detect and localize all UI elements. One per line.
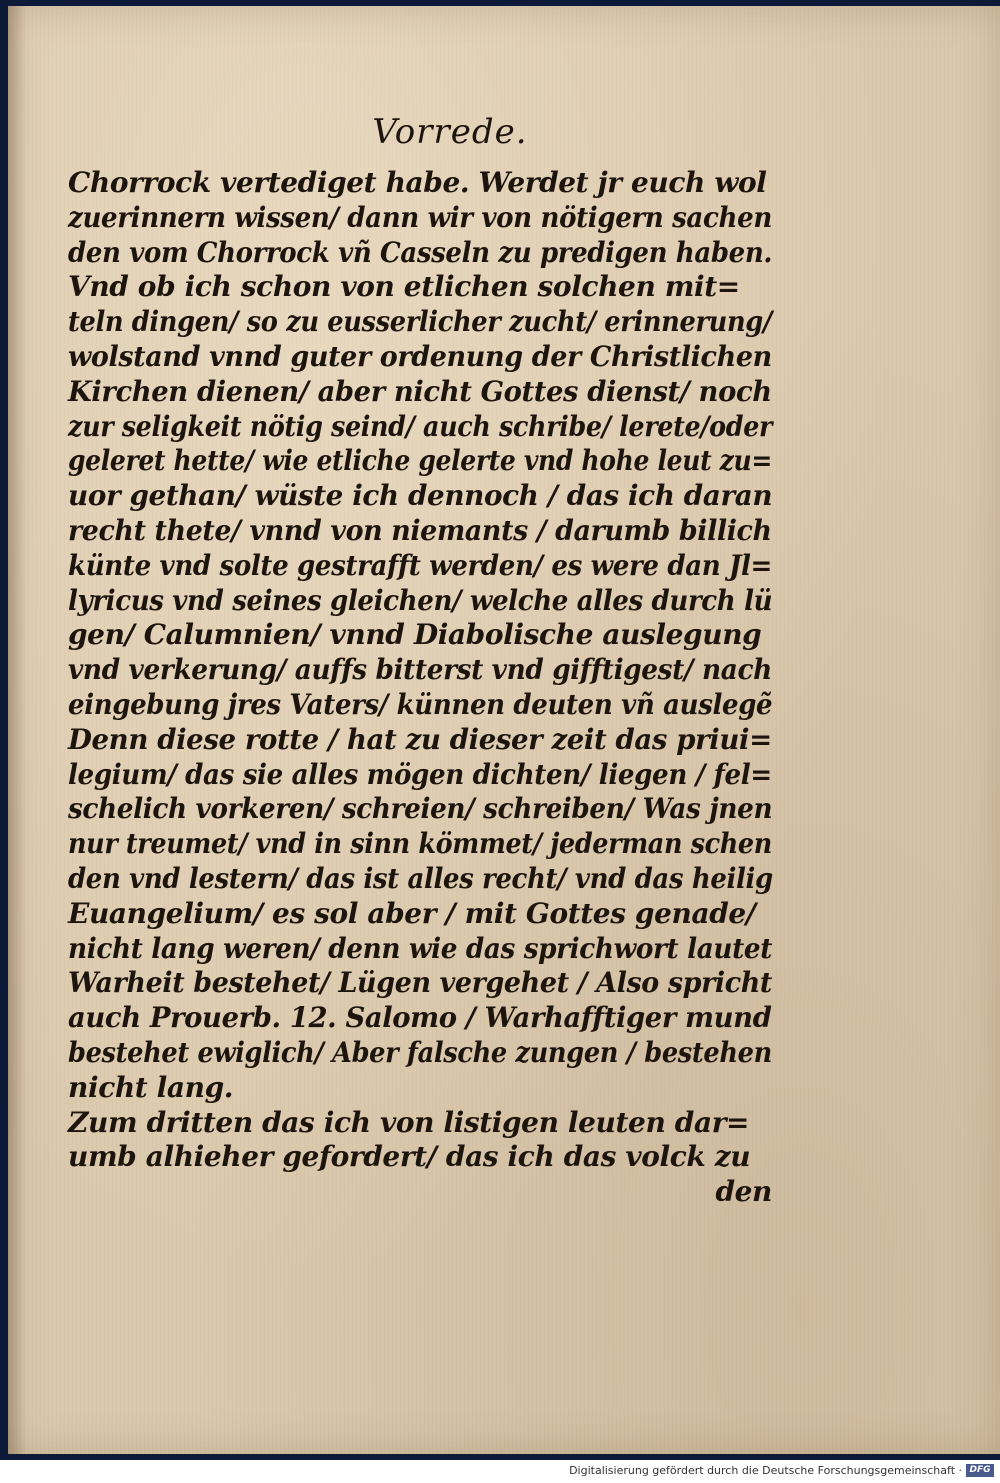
text-line: umb alhieher gefordert/ das ich das volck zu (68, 1140, 751, 1173)
text-line: den vom Chorrock vñ Casseln zu predigen haben. (68, 236, 773, 269)
text-line: Euangelium/ es sol aber / mit Gottes genade/ (68, 897, 756, 930)
text-line: lyricus vnd seines gleichen/ welche alles durch lü (68, 584, 773, 617)
text-line: Denn diese rotte / hat zu dieser zeit das priui= (68, 723, 772, 756)
text-line: legium/ das sie alles mögen dichten/ liegen / fel= (68, 758, 772, 791)
text-line: Kirchen dienen/ aber nicht Gottes dienst/ noch (68, 375, 772, 408)
text-line: auch Prouerb. 12. Salomo / Warhafftiger mund (68, 1001, 772, 1034)
text-line: nur treumet/ vnd in sinn kömmet/ jederman schen (68, 827, 772, 860)
text-line: schelich vorkeren/ schreien/ schreiben/ Was jnen (68, 792, 773, 825)
text-line: den vnd lestern/ das ist alles recht/ vnd das heilig (68, 862, 773, 895)
footer-credit: Digitalisierung gefördert durch die Deutsche Forschungsgemeinschaft · (569, 1464, 962, 1477)
text-line: bestehet ewiglich/ Aber falsche zungen / bestehen (68, 1036, 772, 1069)
catchword: den (715, 1175, 772, 1208)
text-line: recht thete/ vnnd von niemants / darumb billich (68, 514, 772, 547)
footer-bar (0, 1460, 1000, 1483)
text-line: eingebung jres Vaters/ künnen deuten vñ auslegẽ (68, 688, 773, 721)
text-line: vnd verkerung/ auffs bitterst vnd gifftigest/ nach (68, 653, 772, 686)
running-head: Vorrede. (372, 112, 528, 152)
body-text (68, 166, 788, 1208)
text-line: Warheit bestehet/ Lügen vergehet / Also spricht (68, 966, 773, 999)
dfg-logo-icon: DFG (966, 1464, 994, 1477)
text-line: Zum dritten das ich von listigen leuten dar= (68, 1106, 750, 1139)
text-line: nicht lang. (68, 1071, 234, 1104)
text-line: Chorrock vertediget habe. Werdet jr euch wol (68, 166, 767, 199)
text-line: geleret hette/ wie etliche gelerte vnd hohe leut zu= (68, 444, 773, 477)
text-line: wolstand vnnd guter ordenung der Christlichen (68, 340, 772, 373)
text-line: nicht lang weren/ denn wie das sprichwort lautet (68, 932, 773, 965)
text-line: zuerinnern wissen/ dann wir von nötigern sachen (68, 201, 772, 234)
text-line: künte vnd solte gestrafft werden/ es were dan Jl= (68, 549, 773, 582)
text-line: zur seligkeit nötig seind/ auch schribe/ lerete/oder (68, 410, 773, 443)
text-line: teln dingen/ so zu eusserlicher zucht/ erinnerung/ (68, 305, 772, 338)
text-line: Vnd ob ich schon von etlichen solchen mit= (68, 270, 740, 303)
page-edge-shadow (8, 6, 26, 1454)
text-line: uor gethan/ wüste ich dennoch / das ich daran (68, 479, 773, 512)
text-line: gen/ Calumnien/ vnnd Diabolische auslegung (68, 618, 762, 651)
